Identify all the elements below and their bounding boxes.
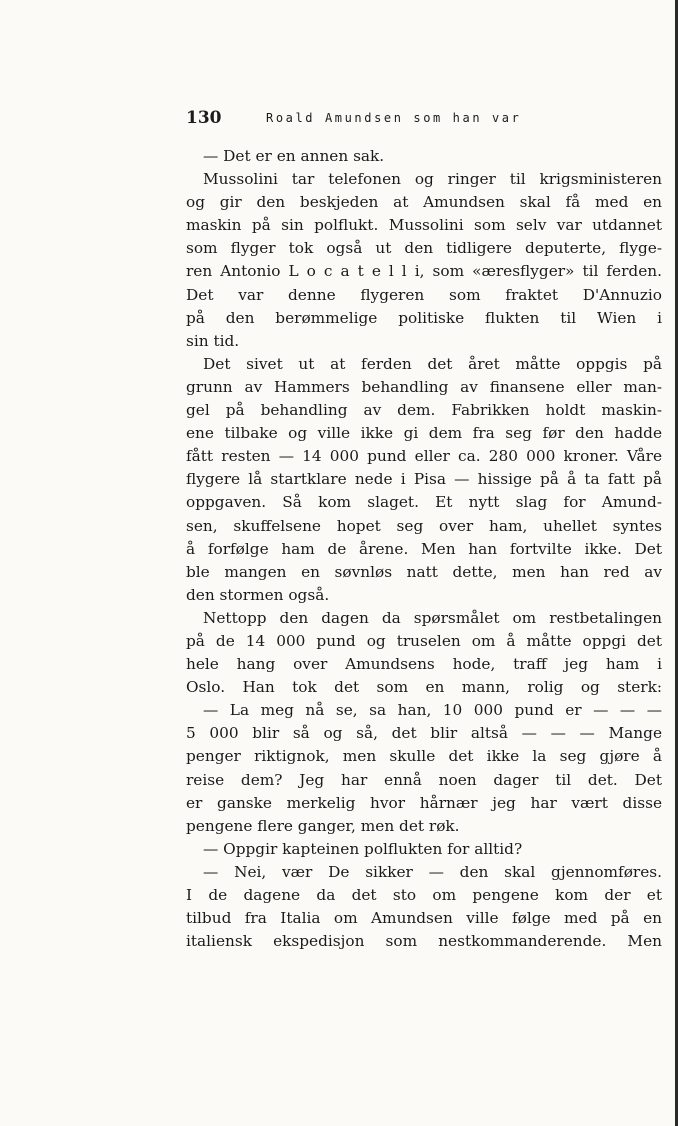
text-line: Det sivet ut at ferden det året måtte oppgis på [203,354,662,373]
text-line: på den berømmelige politiske flukten til Wien i [186,308,662,327]
text-line: grunn av Hammers behandling av finansene eller man- [186,377,662,396]
text-line: reise dem? Jeg har ennå noen dager til det. Det [186,770,662,789]
text-line: ene tilbake og ville ikke gi dem fra seg før den hadde [186,424,662,443]
text-line: den stormen også. [186,585,330,604]
text-line: 5 000 blir så og så, det blir altså — — — Mange [186,724,662,743]
text-line: flygere lå startklare nede i Pisa — hissige på å ta fatt på [186,470,662,489]
text-line: — Det er en annen sak. [203,147,385,165]
text-line: sen, skuffelsene hopet seg over ham, uhellet syntes [186,516,662,535]
text-line: Det var denne flygeren som fraktet D'Annuzio [186,285,662,304]
text-line: — Oppgir kapteinen polflukten for alltid? [203,839,523,858]
text-line: — La meg nå se, sa han, 10 000 pund er — — — [203,701,662,720]
text-line: hele hang over Amundsens hode, traff jeg ham i [186,655,662,674]
text-line: som flyger tok også ut den tidligere deputerte, flyge- [186,239,662,258]
text-line: tilbud fra Italia om Amundsen ville følge med på en [186,909,662,928]
text-line: å forfølge ham de årene. Men han fortvilte ikke. Det [186,539,662,558]
text-line: ble mangen en søvnløs natt dette, men han red av [186,562,662,581]
text-line: oppgaven. Så kom slaget. Et nytt slag for Amund- [186,493,662,512]
text-line: pengene flere ganger, men det røk. [186,816,460,835]
text-line: sin tid. [186,331,240,350]
text-line: fått resten — 14 000 pund eller ca. 280 000 kroner. Våre [186,447,662,466]
text-line: penger riktignok, men skulle det ikke la seg gjøre å [186,747,662,766]
page-number: 130 [186,108,222,128]
text-line: Mussolini tar telefonen og ringer til krigsministeren [203,170,662,189]
text-line: på de 14 000 pund og truselen om å måtte oppgi det [186,631,662,650]
text-line: Oslo. Han tok det som en mann, rolig og sterk: [186,678,662,697]
text-line: — Nei, vær De sikker — den skal gjennomføres. [203,862,662,881]
text-line: er ganske merkelig hvor hårnær jeg har vært disse [186,793,662,812]
text-line: italiensk ekspedisjon som nestkommanderende. Men [186,932,662,951]
body-text [186,145,662,953]
text-line: Nettopp den dagen da spørsmålet om restbetalingen [203,608,662,627]
text-line: gel på behandling av dem. Fabrikken holdt maskin- [186,401,662,420]
text-line: I de dagene da det sto om pengene kom der et [186,886,662,904]
page-header [186,108,662,132]
text-line: og gir den beskjeden at Amundsen skal få med en [186,193,662,212]
text-line: maskin på sin polflukt. Mussolini som selv var utdannet [186,216,662,235]
text-line: ren Antonio L o c a t e l l i, som «æresflyger» til ferden. [186,262,662,281]
running-title: Roald Amundsen som han var [266,111,522,125]
